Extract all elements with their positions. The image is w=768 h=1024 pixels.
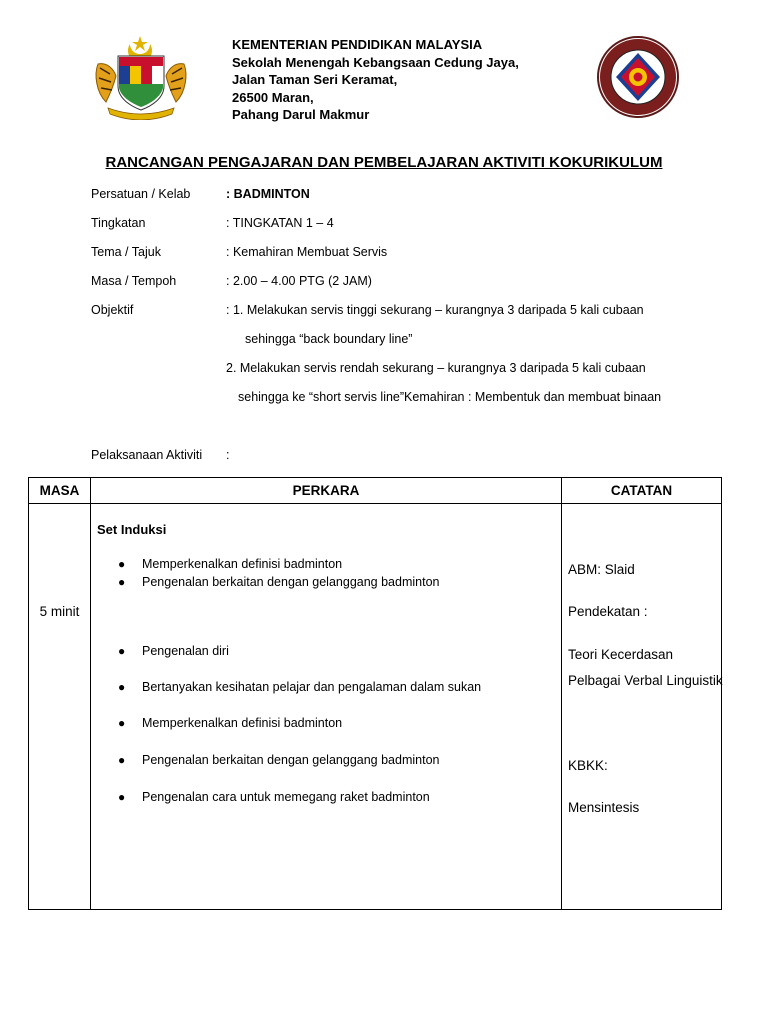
activity-table: [28, 477, 722, 910]
catatan-kbkk: KBKK:: [568, 758, 608, 773]
catatan-teori: Teori Kecerdasan: [568, 647, 674, 662]
persatuan-label: Persatuan / Kelab: [91, 187, 191, 201]
coat-of-arms-logo: [92, 34, 190, 120]
bullet-icon: ●: [118, 680, 126, 694]
objektif-label: Objektif: [91, 303, 134, 317]
catatan-pendekatan: Pendekatan :: [568, 604, 648, 619]
header-masa: MASA: [29, 478, 91, 504]
header-perkara: PERKARA: [91, 478, 562, 504]
tema-value: : Kemahiran Membuat Servis: [226, 245, 388, 259]
header-catatan: CATATAN: [562, 478, 722, 504]
school-crest-logo: [597, 36, 679, 118]
letterhead: [232, 36, 519, 124]
bullet-icon: ●: [118, 575, 126, 589]
objektif-line-3: 2. Melakukan servis rendah sekurang – kurangnya 3 daripada 5 kali cubaan: [226, 361, 646, 375]
perkara-cell: Set Induksi ● Memperkenalkan definisi badminton ● Pengenalan berkaitan dengan gelanggang badminton ● Pengenalan diri ● Bertanyakan kesihatan pelajar dan pengalaman dalam sukan ● Memperkenalkan definisi badminton ● Pengenalan berkaitan dengan gelanggang badminton ● Pengenalan cara untuk memegang raket badminton: [91, 504, 562, 910]
masa-tempoh-value: : 2.00 – 4.00 PTG (2 JAM): [226, 274, 372, 288]
objektif-line-1: : 1. Melakukan servis tinggi sekurang – kurangnya 3 daripada 5 kali cubaan: [226, 303, 644, 317]
catatan-pelbagai: Pelbagai Verbal Linguistik: [568, 673, 723, 688]
tema-label: Tema / Tajuk: [91, 245, 161, 259]
persatuan-value: : BADMINTON: [226, 187, 310, 201]
tingkatan-value: : TINGKATAN 1 – 4: [226, 216, 334, 230]
tingkatan-label: Tingkatan: [91, 216, 146, 230]
masa-value: 5 minit: [39, 604, 80, 619]
catatan-cell: [562, 504, 722, 910]
objektif-line-4: sehingga ke “short servis line”Kemahiran : Membentuk dan membuat binaan: [238, 390, 662, 404]
catatan-mensintesis: Mensintesis: [568, 800, 640, 815]
bullet-icon: ●: [118, 716, 126, 730]
bullet-icon: ●: [118, 557, 126, 571]
letterhead-ministry: KEMENTERIAN PENDIDIKAN MALAYSIA: [232, 37, 483, 52]
section-heading: Set Induksi: [97, 522, 167, 537]
table-header-row: [29, 478, 722, 504]
bullet-icon: ●: [118, 753, 126, 767]
letterhead-school: Sekolah Menengah Kebangsaan Cedung Jaya,: [232, 54, 519, 70]
letterhead-state: Pahang Darul Makmur: [232, 107, 370, 122]
masa-tempoh-label: Masa / Tempoh: [91, 274, 177, 288]
table-row: [29, 504, 722, 910]
pelaksanaan-label: Pelaksanaan Aktiviti: [91, 448, 203, 462]
letterhead-postcode: 26500 Maran,: [232, 89, 314, 105]
letterhead-street: Jalan Taman Seri Keramat,: [232, 72, 398, 87]
bullet-icon: ●: [118, 790, 126, 804]
catatan-abm: ABM: Slaid: [568, 562, 635, 577]
masa-cell: [29, 504, 91, 910]
pelaksanaan-colon: :: [226, 448, 230, 462]
document-title: RANCANGAN PENGAJARAN DAN PEMBELAJARAN AKTIVITI KOKURIKULUM: [105, 154, 663, 171]
objektif-line-2: sehingga “back boundary line”: [245, 332, 413, 346]
bullet-icon: ●: [118, 644, 126, 658]
